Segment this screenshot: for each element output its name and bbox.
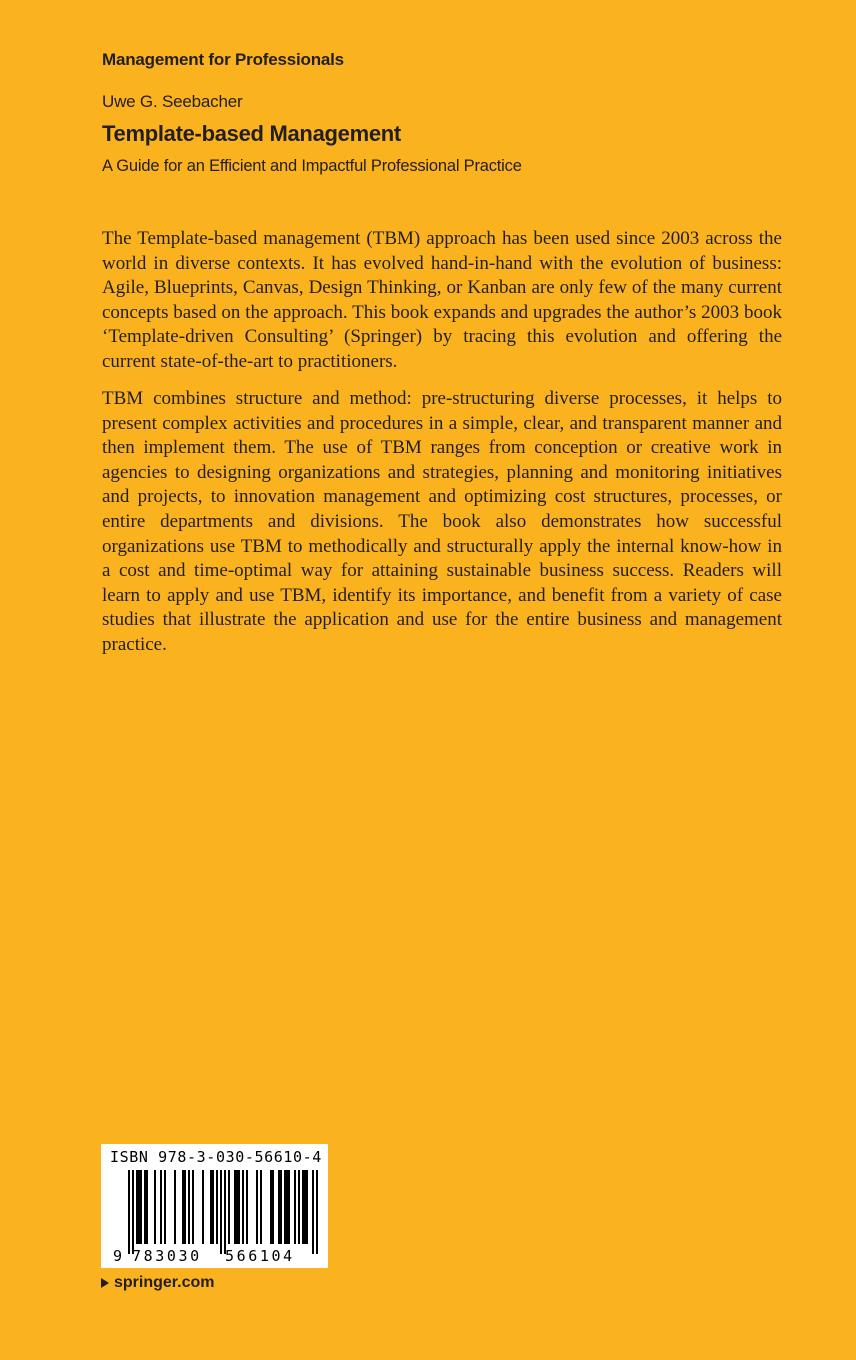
barcode-bar (140, 1170, 142, 1244)
publisher-link[interactable] (101, 1274, 214, 1292)
ean-left-digits: 783030 (132, 1247, 202, 1265)
barcode-bar (228, 1170, 230, 1244)
barcode-bar (160, 1170, 162, 1244)
barcode-bar (234, 1170, 236, 1244)
publisher-url: springer.com (114, 1274, 215, 1291)
barcode-bar (242, 1170, 244, 1244)
barcode-bar (188, 1170, 190, 1244)
isbn-barcode-box (101, 1144, 328, 1268)
barcode-bar (280, 1170, 282, 1244)
barcode-bar (246, 1170, 248, 1244)
barcode-bar (312, 1170, 314, 1254)
barcode-bar (202, 1170, 204, 1244)
triangle-right-icon (101, 1278, 109, 1288)
barcode-bar (278, 1170, 280, 1244)
barcode-bar (256, 1170, 258, 1244)
barcode-bar (304, 1170, 306, 1244)
barcode-bar (212, 1170, 214, 1244)
barcode-bar (272, 1170, 274, 1244)
barcode-bar (270, 1170, 272, 1244)
ean-right-digits: 566104 (225, 1247, 295, 1265)
barcode-bar (132, 1170, 134, 1254)
barcode-bar (298, 1170, 300, 1244)
barcode-bar (136, 1170, 138, 1244)
barcode-bar (192, 1170, 194, 1244)
barcode-bar (302, 1170, 304, 1244)
barcode-bar (294, 1170, 296, 1244)
barcode-bar (220, 1170, 222, 1254)
barcode-bar (174, 1170, 176, 1244)
book-title: Template-based Management (102, 121, 401, 146)
barcode-bar (236, 1170, 238, 1244)
description-paragraph-2: TBM combines structure and method: pre-structuring diverse processes, it helps to present complex activities and procedures in a simple, clear, and transparent manner and then implement them. The use of TBM ranges from conception or creative work in agencies to designing organizations and strategies, planning and monitoring initiatives and projects, to innovation management and optimizing cost structures, processes, or entire departments and divisions. The book also demonstrates how successful organizations use TBM to methodically and structurally apply the internal know-how in a cost and time-optimal way for attaining sustainable business success. Readers will learn to apply and use TBM, identify its importance, and benefit from a variety of case studies that illustrate the application and use for the entire business and management practice. (102, 388, 782, 655)
barcode-bar (138, 1170, 140, 1244)
barcode-bar (154, 1170, 156, 1244)
barcode-bar (238, 1170, 240, 1244)
isbn-label: ISBN 978-3-030-56610-4 (110, 1148, 322, 1166)
author-name: Uwe G. Seebacher (102, 92, 243, 111)
barcode-bar (146, 1170, 148, 1244)
barcode-bar (288, 1170, 290, 1244)
barcode-bar (182, 1170, 184, 1244)
barcode-bar (144, 1170, 146, 1244)
barcode-bar (210, 1170, 212, 1244)
barcode-bar (216, 1170, 218, 1244)
ean-first-digit: 9 (113, 1247, 123, 1265)
barcode-bar (316, 1170, 318, 1254)
barcode-bar (164, 1170, 166, 1244)
book-subtitle: A Guide for an Efficient and Impactful Professional Practice (102, 157, 522, 175)
barcode-bar (260, 1170, 262, 1244)
description-paragraph-1: The Template-based management (TBM) approach has been used since 2003 across the world in diverse contexts. It has evolved hand-in-hand with the evolution of business: Agile, Blueprints, Canvas, Design Thinking, or Kanban are only few of the many current concepts based on the approach. This book expands and upgrades the author’s 2003 book ‘Template-driven Consulting’ (Springer) by tracing this evolution and offering the current state-of-the-art to practitioners. (102, 228, 782, 372)
barcode-bar (306, 1170, 308, 1244)
barcode-bar (184, 1170, 186, 1244)
barcode-bar (284, 1170, 286, 1244)
barcode-bar (224, 1170, 226, 1254)
series-name: Management for Professionals (102, 50, 344, 69)
barcode-bar (128, 1170, 130, 1254)
barcode-bar (286, 1170, 288, 1244)
